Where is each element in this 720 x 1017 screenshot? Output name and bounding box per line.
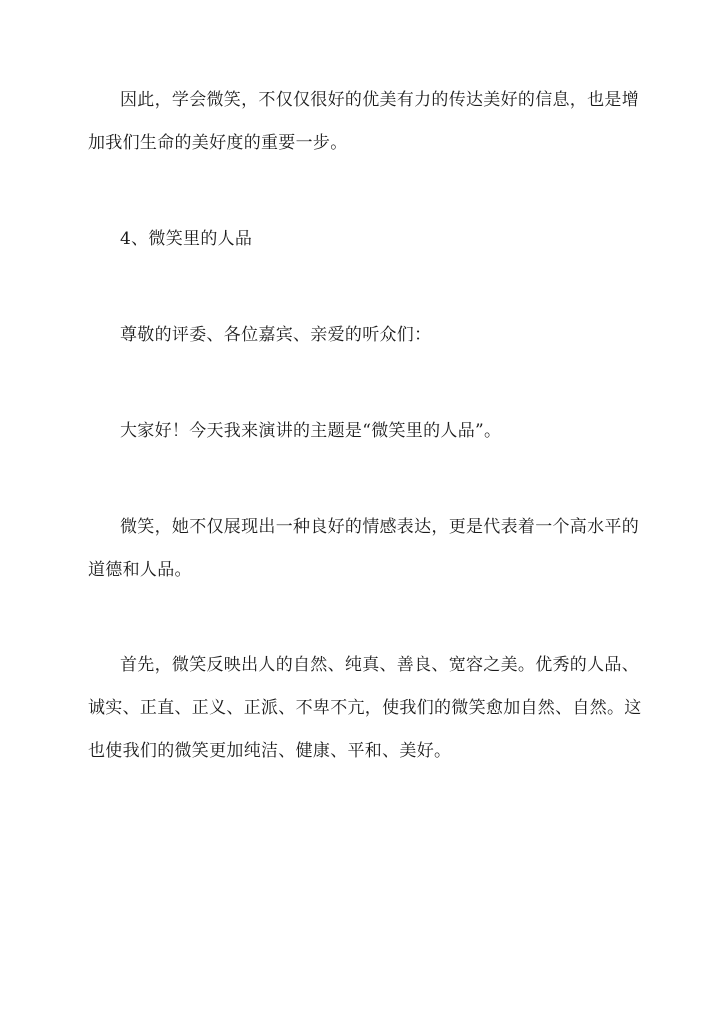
- paragraph-6-line-3: 也使我们的微笑更加纯洁、健康、平和、美好。: [88, 741, 452, 761]
- paragraph-5-line-2: 道德和人品。: [88, 560, 192, 580]
- paragraph-6-line-1: 首先，微笑反映出人的自然、纯真、善良、宽容之美。优秀的人品、: [120, 655, 639, 675]
- salutation-line: 尊敬的评委、各位嘉宾、亲爱的听众们：: [120, 325, 432, 345]
- greeting-line: 大家好！今天我来演讲的主题是“微笑里的人品”。: [120, 421, 502, 441]
- section-heading: 4、微笑里的人品: [120, 229, 253, 249]
- paragraph-5-line-1: 微笑，她不仅展现出一种良好的情感表达，更是代表着一个高水平的: [120, 517, 639, 537]
- paragraph-6-line-2: 诚实、正直、正义、正派、不卑不亢，使我们的微笑愈加自然、自然。这: [88, 698, 642, 718]
- paragraph-1-line-1: 因此，学会微笑，不仅仅很好的优美有力的传达美好的信息，也是增: [120, 90, 639, 110]
- paragraph-1-line-2: 加我们生命的美好度的重要一步。: [88, 133, 348, 153]
